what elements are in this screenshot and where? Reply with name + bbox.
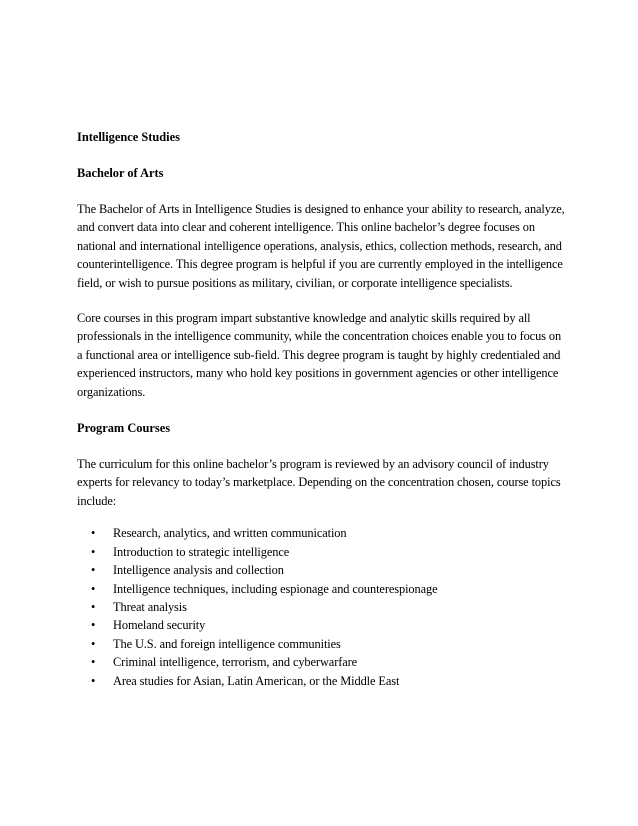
- list-item: [77, 543, 567, 561]
- program-courses-heading: Program Courses: [77, 421, 171, 436]
- curriculum-paragraph: The curriculum for this online bachelor’s program is reviewed by an advisory council of industry experts for relevancy to today’s marketplace. Depending on the concentration chosen, course topics include:: [77, 457, 561, 508]
- bullet-icon: •: [91, 581, 96, 596]
- bullet-icon: •: [91, 544, 96, 559]
- list-item-text: Research, analytics, and written communication: [113, 526, 347, 541]
- list-item: [77, 561, 567, 579]
- list-item: [77, 598, 567, 616]
- degree-subtitle: Bachelor of Arts: [77, 166, 164, 180]
- course-topics-list: [77, 524, 567, 690]
- document-title: Intelligence Studies: [77, 130, 180, 144]
- intro-paragraph: The Bachelor of Arts in Intelligence Studies is designed to enhance your ability to research, analyze, and convert data into clear and coherent intelligence. This online bachelor’s degree focuses on national and international intelligence operations, analysis, ethics, collection methods, research, and counterintelligence. This degree program is helpful if you are currently employed in the intelligence field, or wish to pursue positions as military, civilian, or corporate intelligence specialists.: [77, 202, 565, 290]
- bullet-icon: •: [91, 599, 96, 614]
- bullet-icon: •: [91, 563, 96, 578]
- list-item-text: Homeland security: [113, 618, 206, 633]
- list-item: [77, 653, 567, 671]
- list-item: [77, 672, 567, 690]
- list-item-text: The U.S. and foreign intelligence communities: [113, 636, 341, 651]
- list-item-text: Intelligence techniques, including espionage and counterespionage: [113, 581, 438, 596]
- bullet-icon: •: [91, 636, 96, 651]
- list-item-text: Threat analysis: [113, 599, 187, 614]
- list-item: [77, 524, 567, 542]
- bullet-icon: •: [91, 655, 96, 670]
- list-item-text: Area studies for Asian, Latin American, or the Middle East: [113, 673, 400, 688]
- list-item-text: Intelligence analysis and collection: [113, 563, 284, 578]
- list-item-text: Criminal intelligence, terrorism, and cyberwarfare: [113, 655, 358, 670]
- list-item: [77, 580, 567, 598]
- document-content: [77, 128, 567, 690]
- list-item: [77, 616, 567, 634]
- bullet-icon: •: [91, 526, 96, 541]
- list-item: [77, 635, 567, 653]
- list-item-text: Introduction to strategic intelligence: [113, 544, 290, 559]
- core-courses-paragraph: Core courses in this program impart substantive knowledge and analytic skills required by all professionals in the intelligence community, while the concentration choices enable you to focus on a functional area or intelligence sub-field. This degree program is taught by highly credentialed and experienced instructors, many who hold key positions in government agencies or other intelligence organizations.: [77, 311, 562, 399]
- bullet-icon: •: [91, 673, 96, 688]
- bullet-icon: •: [91, 618, 96, 633]
